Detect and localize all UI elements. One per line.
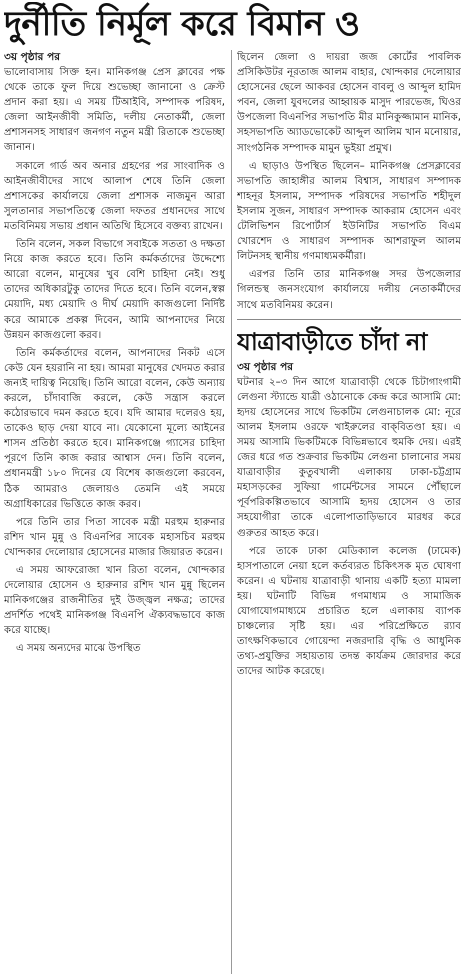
right-column: [237, 50, 461, 976]
article-paragraph: তিনি বলেন, সকল বিভাগে সবাইকে সততা ও দক্ষতা নিয়ে কাজ করতে হবে। তিনি কর্মকর্তাদের উদ্দেশ্যে আরো বলেন, মানুষের খুব বেশি চাহিদা নেই। শুধু তাদের অধিকারটুকু তাদের দিতে হবে। তিনি বলেন,স্বল্প মেয়াদি, মধ্য মেয়াদি ও দীর্ঘ মেয়াদি কাজগুলো নির্দিষ্ট করে আমাকে প্রকল্প দিবেন, আমি আপনাদের নিয়ে উন্নয়ন কাজগুলো করব।: [4, 239, 225, 341]
article-paragraph: ছিলেন জেলা ও দায়রা জজ কোর্টের পাবলিক প্রসিকিউটর নূরতাজ আলম বাহার, খোন্দকার দেলোয়ার হোসেনের ছেলে আকবর হোসেন বাবলু ও আব্দুল হামিদ পবন, জেলা যুবদলের আহ্বায়ক মাসুদ পারভেজ, ঘিওর উপজেলা বিএনপির সভাপতি মীর মানিকুজ্জামান মানিক, সহসভাপতি অ্যাডভোকেট আব্দুল আলিম খান মনোয়ার, সাংগঠনিক সম্পাদক মামুন ভুইয়া প্রমুখ।: [237, 52, 461, 154]
headline: দুর্নীতি নির্মূল করে বিমান ও: [4, 4, 360, 44]
article-paragraph: ভালোবাসায় সিক্ত হন। মানিকগঞ্জ প্রেস ক্লাবের পক্ষ থেকে তাকে ফুল দিয়ে শুভেচ্ছা জানানো ও ক্রেস্ট প্রদান করা হয়। এ সময় টিআইবি, সম্পাদক পরিষদ, জেলা আইনজীবী সমিতি, দলীয় নেতাকর্মী, জেলা প্রশাসনসহ সাধারণ জনগণ নতুন মন্ত্রী রিতাকে শুভেচ্ছা জানান।: [4, 67, 225, 154]
article-paragraph: সকালে গার্ড অব অনার গ্রহণের পর সাংবাদিক ও আইনজীবীদের সাথে আলাপ শেষে তিনি জেলা প্রশাসকের কার্যালয়ে জেলা প্রশাসক নাজমুন আরা সুলতানার সভাপতিত্বে জেলা দফতর প্রধানদের সাথে মতবিনিময় সভায় প্রধান অতিথি হিসেবে বক্তব্য রাখেন।: [4, 160, 225, 232]
article-paragraph: এ সময় অন্যদের মাঝে উপস্থিত: [16, 643, 141, 655]
article-paragraph: তিনি কর্মকর্তাদের বলেন, আপনাদের নিকট এসে কেউ যেন হয়রানি না হয়। আমরা মানুষের খেদমত করার জন্যই দায়িত্ব নিয়েছি। তিনি আরো বলেন, কেউ অন্যায় করলে, চাঁদাবাজি করলে, কেউ সন্ত্রাস করলে কঠোরভাবে দমন করতে হবে। যদি আমার দলেরও হয়, তাকেও ছাড় দেয়া যাবে না। যেকোনো মূল্যে আইনের শাসন প্রতিষ্ঠা করতে হবে। মানিকগঞ্জে গ্যাসের চাহিদা পূরণে তিনি কাজ করার আশ্বাস দেন। তিনি বলেন, প্রধানমন্ত্রী ১৮০ দিনের যে বিশেষ কাজগুলো করবেন, ঠিক আমরাও জেলায়ও তেমনি এই সময়ে অগ্রাধিকারের ভিত্তিতে কাজ করব।: [4, 347, 225, 510]
second-article-headline: যাত্রাবাড়ীতে চাঁদা না: [237, 327, 427, 356]
article-paragraph: এ ছাড়াও উপস্থিত ছিলেন– মানিকগঞ্জ প্রেসক্লাবের সভাপতি জাহাঙ্গীর আলম বিশ্বাস, সাধারণ সম্পাদক শাহনূর ইসলাম, সম্পাদক পরিষদের সভাপতি শহীদুল ইসলাম সুজন, সাধারণ সম্পাদক আকরাম হোসেন এবং টেলিভিশন রিপোর্টার্স ইউনিটির সভাপতি বিএম খোরশেদ ও সাধারণ সম্পাদক আশরাফুল আলম লিটনসহ স্থানীয় গণমাধ্যমকর্মীরা।: [237, 160, 461, 263]
column-rule: [231, 50, 232, 974]
article-paragraph: এ সময় আফরোজা খান রিতা বলেন, খোন্দকার দেলোয়ার হোসেন ও হারুনার রশিদ খান মুন্নু ছিলেন মানিকগঞ্জের রাজনীতির দুই উজ্জ্বল নক্ষত্র; তাদের প্রদর্শিত পথেই মানিকগঞ্জ বিএনপি ঐক্যবদ্ধভাবে কাজ করে যাচ্ছে।: [4, 565, 225, 637]
article-paragraph: এরপর তিনি তার মানিকগঞ্জ সদর উপজেলার গিলন্ডস্থ জনসংযোগ কার্যালয়ে দলীয় নেতাকর্মীদের সাথে মতবিনিময় করেন।: [237, 269, 461, 311]
continued-from-label: ৩য় পৃষ্ঠার পর: [237, 360, 294, 373]
continued-from-label: ৩য় পৃষ্ঠার পর: [4, 51, 61, 63]
article-divider: [237, 319, 461, 320]
article-paragraph: পরে তাকে ঢাকা মেডিক্যাল কলেজ (ঢামেক) হাসপাতালে নেয়া হলে কর্তব্যরত চিকিৎসক মৃত ঘোষণা করেন। এ ঘটনায় যাত্রাবাড়ী থানায় একটি হত্যা মামলা হয়। ঘটনাটি বিভিন্ন গণমাধ্যম ও সামাজিক যোগাযোগমাধ্যমে প্রচারিত হলে এলাকায় ব্যাপক চাঞ্চল্যের সৃষ্টি হয়। এর পরিপ্রেক্ষিতে র‍্যাব তাৎক্ষণিকভাবে গোয়েন্দা নজরদারি বৃদ্ধি ও আধুনিক তথ্য-প্রযুক্তির সহায়তায় তদন্ত কার্যক্রম জোরদার করে তাদের আটক করেছে।: [237, 545, 461, 678]
article-paragraph: পরে তিনি তার পিতা সাবেক মন্ত্রী মরহুম হারুনার রশিদ খান মুন্নু ও বিএনপির সাবেক মহাসচিব মরহুম খোন্দকার দেলোয়ার হোসেনের মাজার জিয়ারত করেন।: [4, 516, 225, 558]
left-column: [4, 50, 225, 976]
article-paragraph: ঘটনার ২–৩ দিন আগে যাত্রাবাড়ী থেকে চিটাগাংগামী লেগুনা স্ট্যান্ডে যাত্রী ওঠানোকে কেন্দ্র করে আসামি মো: হৃদয় হোসেনের সাথে ভিকটিম লেগুনাচালক মো: নূরে আলম ইসলাম ওরফে খাইরুলের বাক্‌বিতণ্ডা হয়। এ সময় আসামি ভিকটিমকে বিভিন্নভাবে হুমকি দেয়। এরই জের ধরে গত শুক্রবার ভিকটিম লেগুনা চালানোর সময় যাত্রাবাড়ীর কুতুবখালী এলাকায় ঢাকা-চট্টগ্রাম মহাসড়কের সুফিয়া গার্মেন্টসের সামনে পৌঁছালে পূর্বপরিকল্পিতভাবে আসামি হৃদয় হোসেন ও তার সহযোগীরা তাকে এলোপাতাড়িভাবে মারধর করে গুরুতর আহত করে।: [237, 376, 461, 539]
